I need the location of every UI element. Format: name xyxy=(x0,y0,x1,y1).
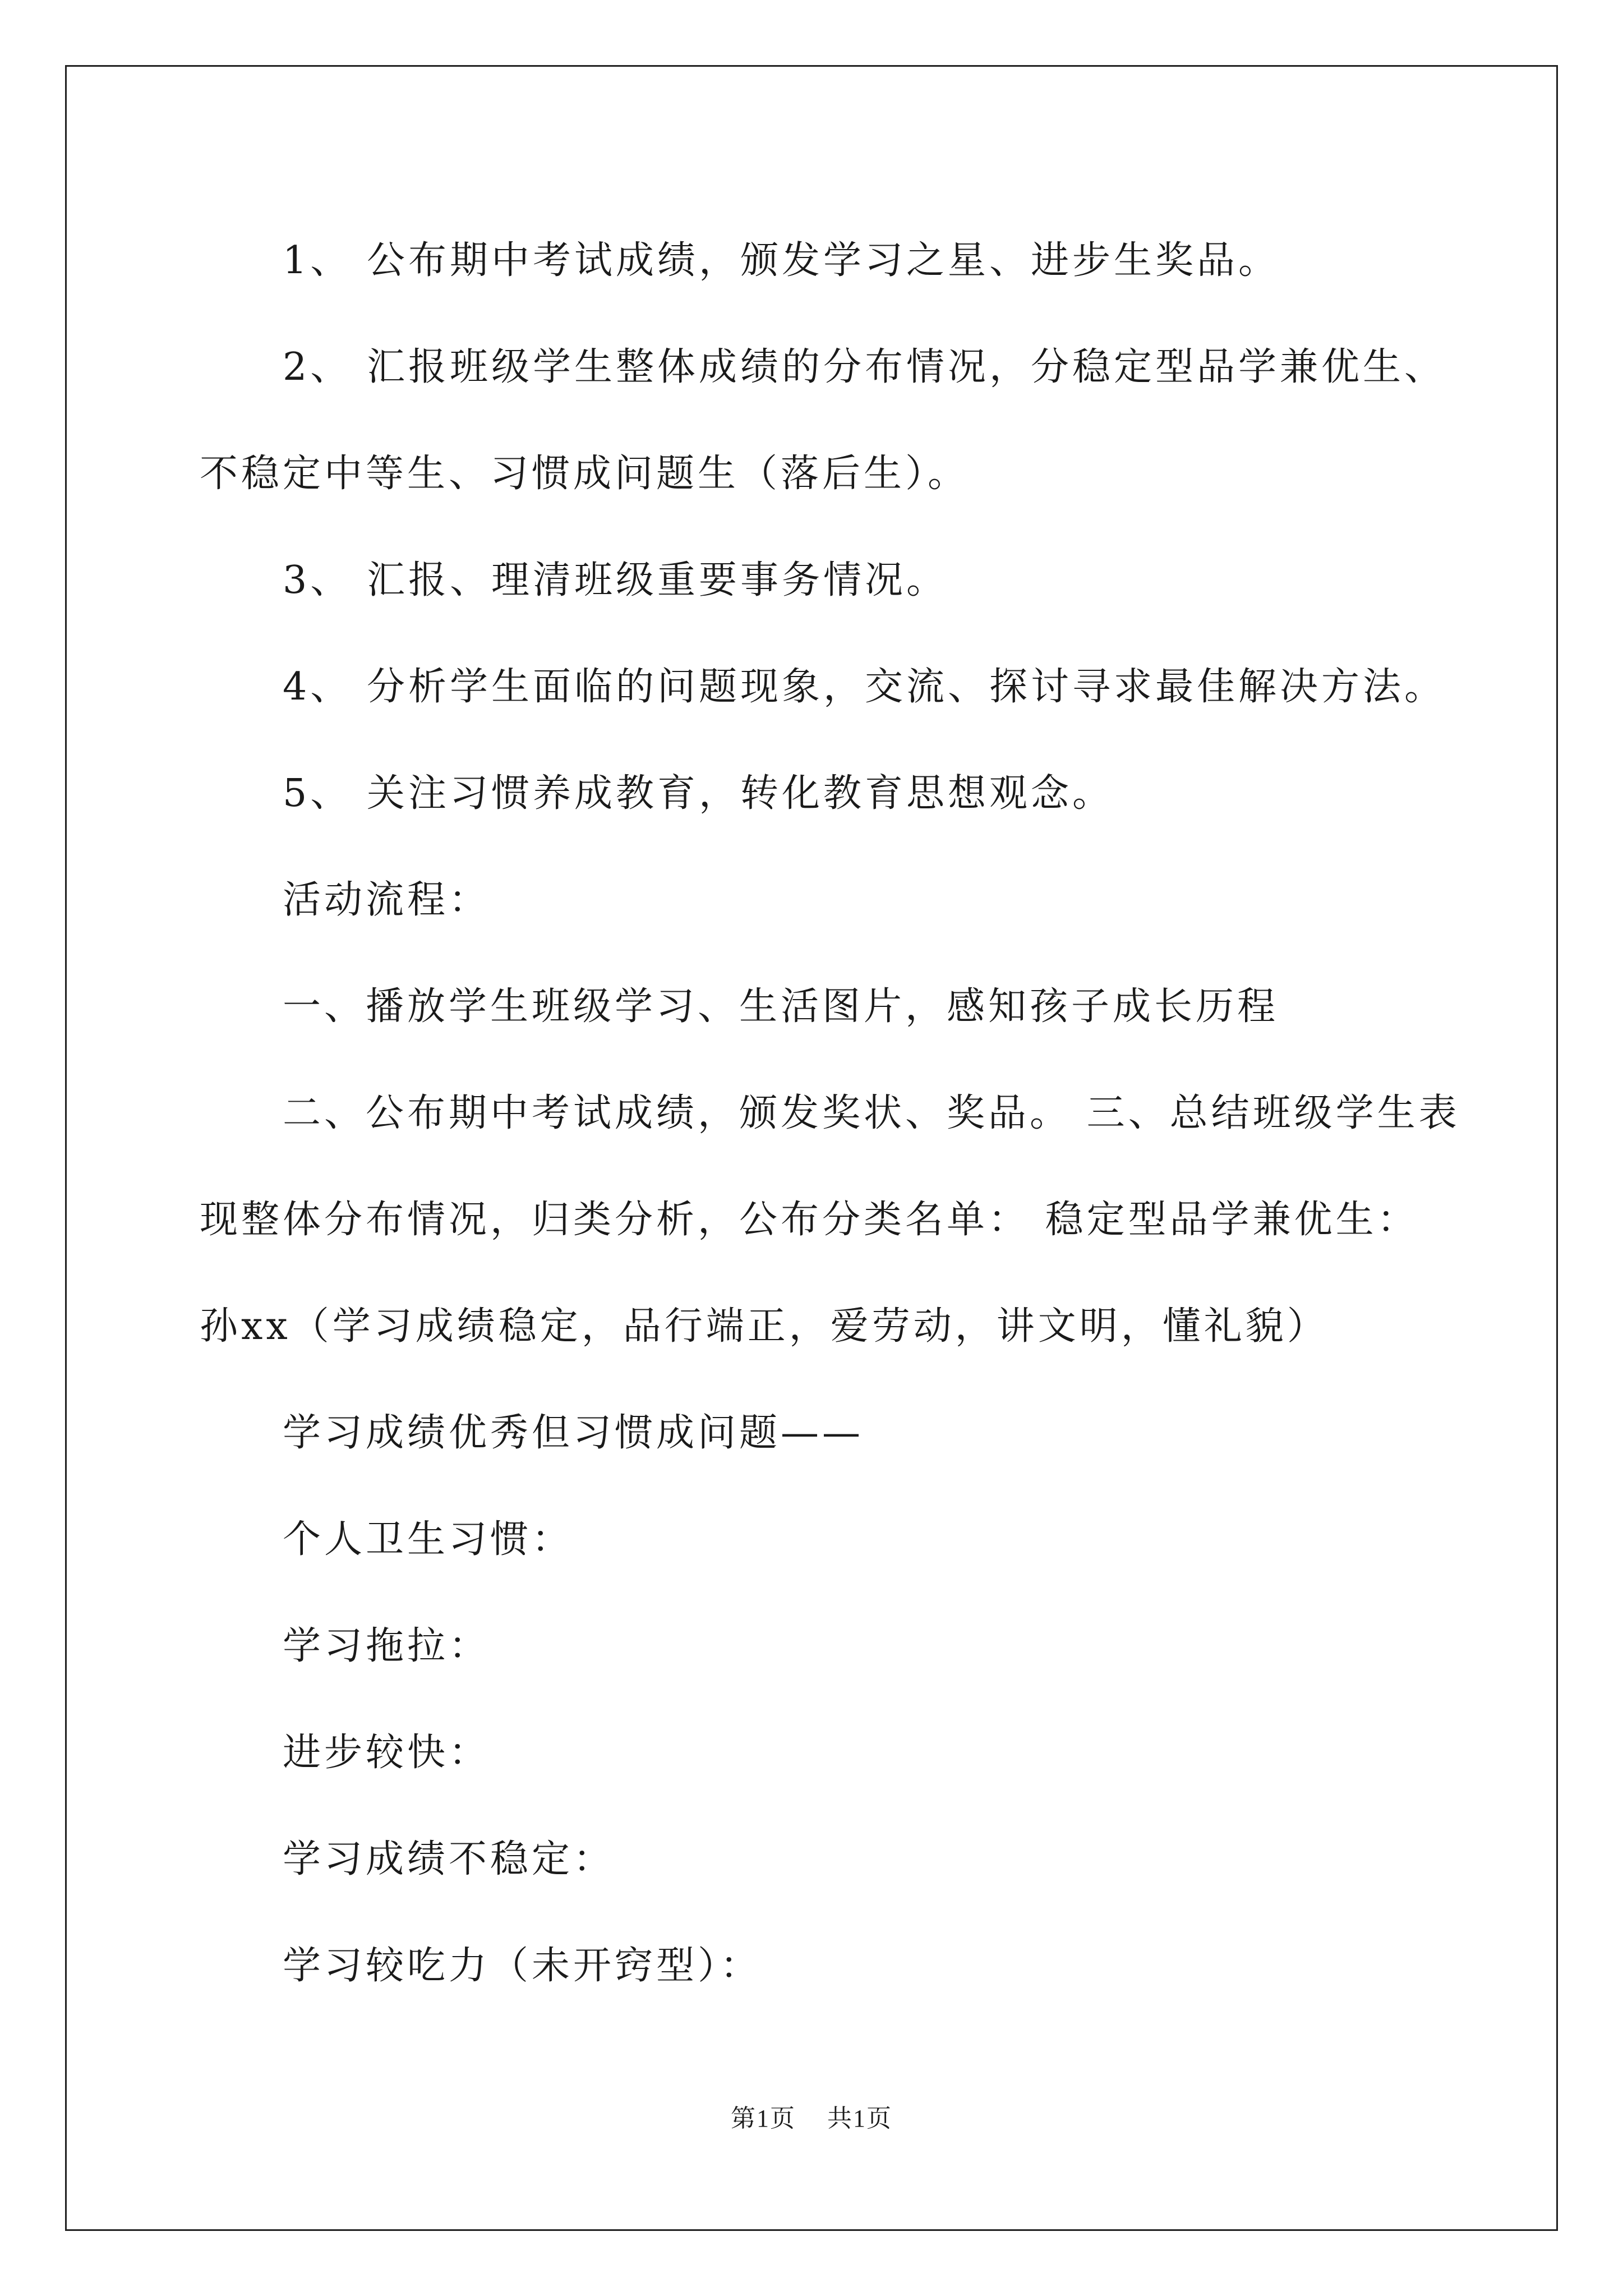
page-footer xyxy=(0,2098,1623,2134)
list-item-3 xyxy=(200,527,1439,634)
list-item-5 xyxy=(200,740,1439,847)
category-item: 学习成绩不稳定： xyxy=(283,1837,615,1881)
section-heading: 活动流程： xyxy=(283,878,491,922)
category-heading: 学习成绩优秀但习惯成问题—— xyxy=(283,1411,864,1455)
step-2-continued: 现整体分布情况，归类分析，公布分类名单： 稳定型品学兼优生： xyxy=(200,1198,1419,1242)
item-text: 分析学生面临的问题现象，交流、探讨寻求最佳解决方法。 xyxy=(367,665,1446,709)
item-number: 5、 xyxy=(283,771,352,816)
category-item: 学习较吃力（未开窍型）： xyxy=(283,1944,762,1988)
list-item-4 xyxy=(200,634,1446,740)
category-item: 个人卫生习惯： xyxy=(283,1517,574,1562)
step-2-continued: 孙xx（学习成绩稳定，品行端正，爱劳动，讲文明，懂礼貌） xyxy=(200,1304,1329,1349)
list-item-2 xyxy=(200,314,1446,421)
item-number: 2、 xyxy=(283,345,352,389)
category-item: 进步较快： xyxy=(283,1731,491,1775)
page-total: 共1页 xyxy=(827,2105,892,2132)
page-number: 第1页 xyxy=(731,2105,796,2132)
item-text: 关注习惯养成教育，转化教育思想观念。 xyxy=(367,771,1114,816)
document-body xyxy=(200,208,1460,2019)
item-number: 4、 xyxy=(283,665,352,709)
item-text: 汇报班级学生整体成绩的分布情况，分稳定型品学兼优生、 xyxy=(367,345,1446,389)
item-number: 1、 xyxy=(283,238,352,283)
list-item-2-continued: 不稳定中等生、习惯成问题生（落后生）。 xyxy=(200,452,970,496)
item-text: 汇报、理清班级重要事务情况。 xyxy=(367,558,948,602)
item-number: 3、 xyxy=(283,558,352,602)
step-1: 一、播放学生班级学习、生活图片，感知孩子成长历程 xyxy=(283,984,1279,1029)
step-2: 二、公布期中考试成绩，颁发奖状、奖品。 三、总结班级学生表 xyxy=(283,1091,1460,1135)
list-item-1 xyxy=(200,208,1439,314)
item-text: 公布期中考试成绩，颁发学习之星、进步生奖品。 xyxy=(367,238,1280,283)
category-item: 学习拖拉： xyxy=(283,1624,491,1668)
